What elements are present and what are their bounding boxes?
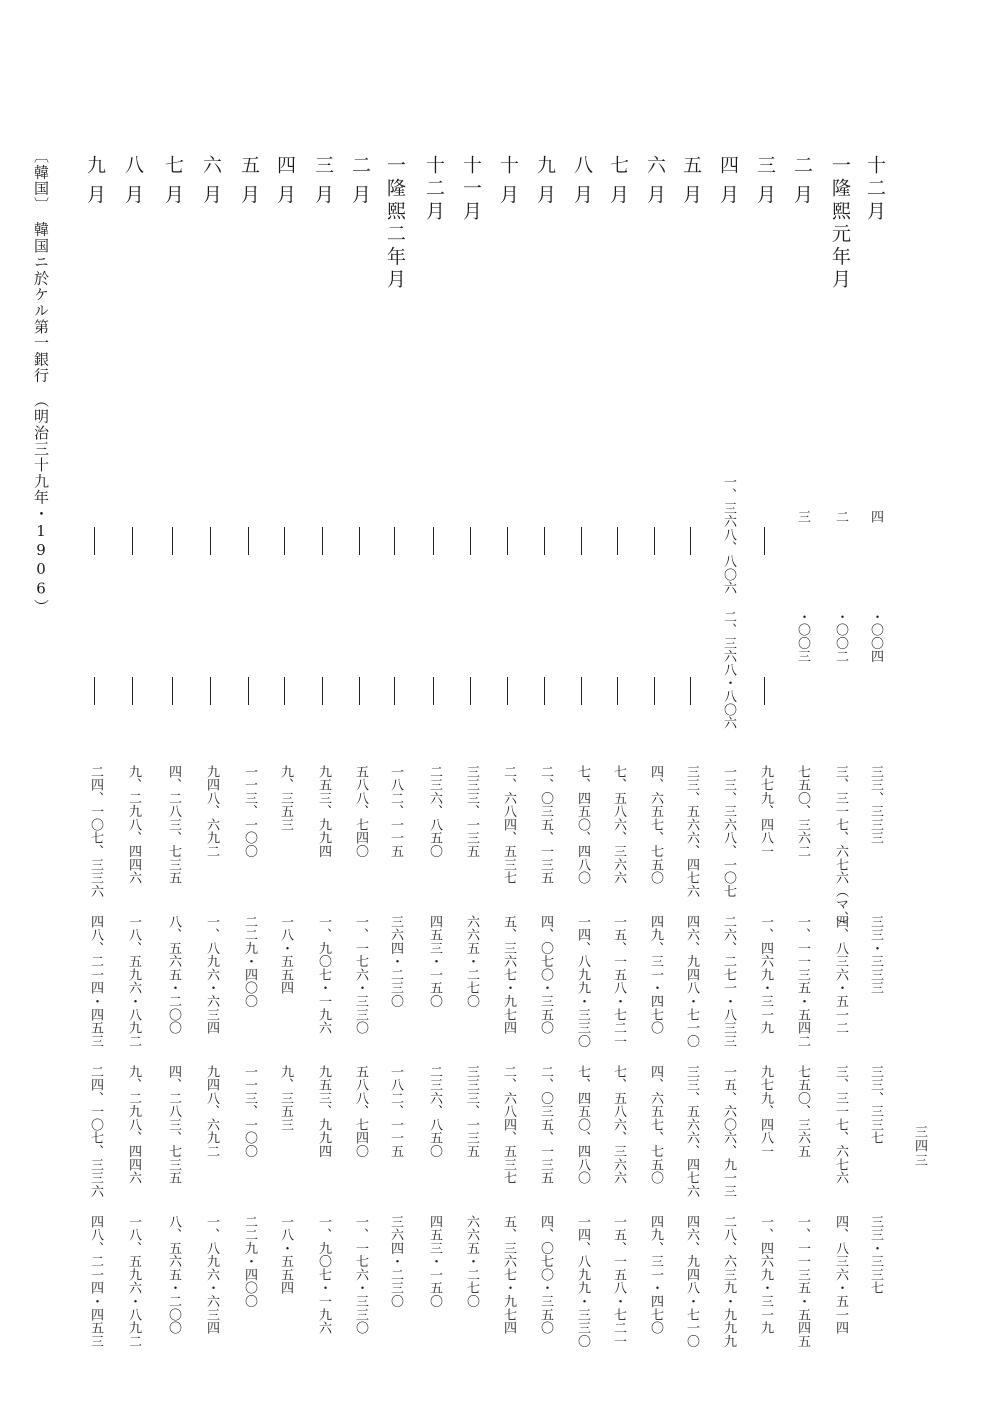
- region-label: 〔韓国〕: [32, 148, 50, 206]
- count-total: 四、二八三、七三五: [166, 1065, 181, 1185]
- amount-total: 一五、一五八・七二一: [611, 1215, 626, 1348]
- month-label: 八月: [122, 155, 144, 214]
- empty-dash: [322, 677, 323, 705]
- count-2: 三三三、一三五: [464, 765, 479, 858]
- amount-2: 一八、五九六・八九二: [126, 915, 141, 1048]
- month-label: 二月: [349, 155, 371, 214]
- empty-dash: [507, 677, 508, 705]
- empty-dash: [470, 527, 471, 555]
- empty-dash: [617, 527, 618, 555]
- empty-dash: [94, 677, 95, 705]
- count-total: 三三三、一三五: [464, 1065, 479, 1158]
- month-label: 二月: [791, 155, 813, 214]
- amount-2: 四六、九四八・七一〇: [684, 915, 699, 1048]
- count-total: 四、六五七、七五〇: [648, 1065, 663, 1185]
- count-total: 二四、一〇七、三三六: [88, 1065, 103, 1198]
- empty-dash: [764, 677, 765, 705]
- month-label: 七月: [162, 155, 184, 214]
- amount-2: 四八、二一四・四五三: [88, 915, 103, 1048]
- amount-total: 一四、八九九・三三〇: [575, 1215, 590, 1348]
- month-label: 九月: [84, 155, 106, 214]
- empty-dash: [359, 677, 360, 705]
- count-2: 七五〇、三六二: [795, 765, 810, 858]
- month-label: 五月: [238, 155, 260, 214]
- count-2: 三、三一七、六七六（マ、）: [833, 765, 848, 931]
- count-2: 九、三五三: [278, 765, 293, 832]
- amount-total: 八、五六五・二〇〇: [166, 1215, 181, 1335]
- amount-total: 四、〇七〇・三五〇: [538, 1215, 553, 1335]
- amount-total: 一、四六九・三一九: [758, 1215, 773, 1335]
- amount-total: 四五三・一五〇: [427, 1215, 442, 1308]
- count-total: 一五、六〇六、九一三: [721, 1065, 736, 1198]
- amount-total: 五、三六七・九七四: [501, 1215, 516, 1335]
- amount-2: 四五三・一五〇: [427, 915, 442, 1008]
- running-header: [28, 148, 54, 615]
- amount-2: 二二九・四〇〇: [242, 915, 257, 1008]
- count-1: 二: [833, 510, 848, 524]
- amount-2: 一、四六九・三一九: [758, 915, 773, 1035]
- empty-dash: [394, 677, 395, 705]
- empty-dash: [654, 677, 655, 705]
- count-2: 七、五八六、三六六: [611, 765, 626, 885]
- empty-dash: [248, 677, 249, 705]
- amount-total: 一、九〇七・一九六: [316, 1215, 331, 1335]
- book-title: 韓国ニ於ケル第一銀行: [32, 221, 50, 384]
- count-total: 一一三、一〇〇: [242, 1065, 257, 1158]
- count-2: 二、〇三五、一三五: [538, 765, 553, 885]
- amount-total: 二二九・四〇〇: [242, 1215, 257, 1308]
- count-2: 二三六、八五〇: [427, 765, 442, 858]
- count-total: 七、四五〇、四八〇: [575, 1065, 590, 1185]
- month-label: 七月: [607, 155, 629, 214]
- count-1: 四: [868, 510, 883, 524]
- count-total: 七、五八六、三六六: [611, 1065, 626, 1185]
- count-2: 九、二九八、四四六: [126, 765, 141, 885]
- count-total: 九、三五三: [278, 1065, 293, 1132]
- month-label: 十二月: [864, 155, 886, 224]
- empty-dash: [654, 527, 655, 555]
- count-total: 九、二九八、四四六: [126, 1065, 141, 1185]
- empty-dash: [322, 527, 323, 555]
- spacer: [32, 384, 50, 400]
- month-label: 九月: [534, 155, 556, 214]
- count-2: 三三、三三三: [868, 765, 883, 845]
- amount-total: 三三・三三七: [868, 1215, 883, 1295]
- count-2: 二四、一〇七、三三六: [88, 765, 103, 898]
- count-2: 四、六五七、七五〇: [648, 765, 663, 885]
- amount-2: 一、一一三五・五四二: [795, 915, 810, 1048]
- month-label: 三月: [754, 155, 776, 214]
- era-label: （明治三十九年・1906）: [32, 399, 50, 615]
- count-total: 七五〇、三六五: [795, 1065, 810, 1158]
- empty-dash: [172, 677, 173, 705]
- amount-2: 二六、二七一・八三三: [721, 915, 736, 1048]
- empty-dash: [394, 527, 395, 555]
- count-2: 七、四五〇、四八〇: [575, 765, 590, 885]
- month-label: 一隆熙元年月: [829, 155, 851, 292]
- amount-2: 一八・五五四: [278, 915, 293, 995]
- empty-dash: [132, 677, 133, 705]
- count-2: 五八八、七四〇: [353, 765, 368, 858]
- empty-dash: [690, 677, 691, 705]
- count-2: 三三、五六六、四七六: [684, 765, 699, 898]
- amount-total: 一八、五九六・八九二: [126, 1215, 141, 1348]
- amount-2: 一五、一五八・七二一: [611, 915, 626, 1048]
- month-label: 十二月: [423, 155, 445, 224]
- empty-dash: [210, 527, 211, 555]
- amount-1: ・〇〇二: [833, 610, 848, 664]
- empty-dash: [132, 527, 133, 555]
- empty-dash: [617, 677, 618, 705]
- count-total: 三三、五六六、四七六: [684, 1065, 699, 1198]
- amount-total: 一八・五五四: [278, 1215, 293, 1295]
- amount-2: 八、五六五・二〇〇: [166, 915, 181, 1035]
- amount-total: 四六、九四八・七一〇: [684, 1215, 699, 1348]
- empty-dash: [507, 527, 508, 555]
- empty-dash: [470, 677, 471, 705]
- count-total: 三、三一七、六七六: [833, 1065, 848, 1185]
- count-total: 九七九、四八一: [758, 1065, 773, 1158]
- count-total: 九四八、六九二: [204, 1065, 219, 1158]
- amount-total: 四八、二一四・四五三: [88, 1215, 103, 1348]
- month-label: 四月: [274, 155, 296, 214]
- page-number: 三四三: [912, 1125, 927, 1168]
- count-total: 二三六、八五〇: [427, 1065, 442, 1158]
- amount-2: 三六四・二三〇: [388, 915, 403, 1008]
- count-2: 九五三、九九四: [316, 765, 331, 858]
- amount-total: 一、八九六・六三四: [204, 1215, 219, 1335]
- empty-dash: [581, 527, 582, 555]
- amount-2: 六六五・二七〇: [464, 915, 479, 1008]
- count-2: 四、二八三、七三五: [166, 765, 181, 885]
- amount-1: 二、三六八・八〇六: [721, 610, 736, 730]
- amount-2: 一、八九六・六三四: [204, 915, 219, 1035]
- amount-2: 一、九〇七・一九六: [316, 915, 331, 1035]
- month-label: 一隆熙二年月: [384, 155, 406, 292]
- empty-dash: [284, 527, 285, 555]
- empty-dash: [210, 677, 211, 705]
- count-2: 九四八、六九二: [204, 765, 219, 858]
- empty-dash: [359, 527, 360, 555]
- empty-dash: [764, 527, 765, 555]
- month-label: 六月: [200, 155, 222, 214]
- month-label: 十一月: [460, 155, 482, 224]
- empty-dash: [94, 527, 95, 555]
- amount-1: ・〇〇三: [795, 610, 810, 664]
- amount-2: 一、一七六・三三〇: [353, 915, 368, 1035]
- amount-2: 五、三六七・九七四: [501, 915, 516, 1035]
- count-2: 九七九、四八一: [758, 765, 773, 858]
- count-2: 一八二、一一五: [388, 765, 403, 858]
- count-total: 二、六八四、五三七: [501, 1065, 516, 1185]
- spacer: [32, 205, 50, 221]
- amount-2: 一四、八九九・三三〇: [575, 915, 590, 1048]
- empty-dash: [544, 677, 545, 705]
- count-total: 五八八、七四〇: [353, 1065, 368, 1158]
- empty-dash: [284, 677, 285, 705]
- empty-dash: [544, 527, 545, 555]
- empty-dash: [248, 527, 249, 555]
- count-2: 二、六八四、五三七: [501, 765, 516, 885]
- month-label: 四月: [717, 155, 739, 214]
- empty-dash: [172, 527, 173, 555]
- amount-total: 六六五・二七〇: [464, 1215, 479, 1308]
- count-1: 三: [795, 510, 810, 524]
- amount-2: 四、〇七〇・三五〇: [538, 915, 553, 1035]
- empty-dash: [433, 527, 434, 555]
- count-2: 一一三、一〇〇: [242, 765, 257, 858]
- month-label: 六月: [644, 155, 666, 214]
- amount-total: 一、一七六・三三〇: [353, 1215, 368, 1335]
- empty-dash: [581, 677, 582, 705]
- count-total: 一八二、一一五: [388, 1065, 403, 1158]
- amount-2: 三三・三三三: [868, 915, 883, 995]
- empty-dash: [690, 527, 691, 555]
- month-label: 八月: [571, 155, 593, 214]
- empty-dash: [433, 677, 434, 705]
- amount-2: 四、八三六・五一二: [833, 915, 848, 1035]
- amount-2: 四九、三一・四七〇: [648, 915, 663, 1035]
- count-total: 二、〇三五、一三五: [538, 1065, 553, 1185]
- month-label: 十月: [497, 155, 519, 214]
- month-label: 五月: [680, 155, 702, 214]
- amount-total: 二八、六三九・九九九: [721, 1215, 736, 1348]
- amount-total: 四九、三一・四七〇: [648, 1215, 663, 1335]
- amount-total: 一、一一三五・五四五: [795, 1215, 810, 1348]
- count-2: 一三、三六八、一〇七: [721, 765, 736, 898]
- month-label: 三月: [312, 155, 334, 214]
- count-1: 一、三六八、八〇六: [721, 475, 736, 595]
- amount-1: ・〇〇四: [868, 610, 883, 664]
- count-total: 九五三、九九四: [316, 1065, 331, 1158]
- count-total: 三三、三三七: [868, 1065, 883, 1145]
- amount-total: 四、八三六・五一四: [833, 1215, 848, 1335]
- amount-total: 三六四・二三〇: [388, 1215, 403, 1308]
